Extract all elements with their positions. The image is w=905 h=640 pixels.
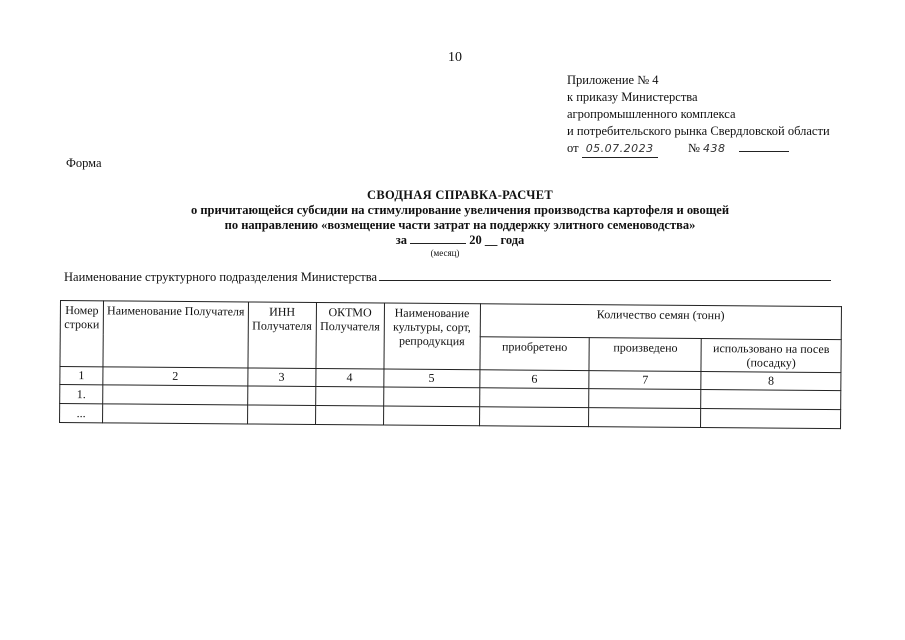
table-cell bbox=[589, 408, 701, 428]
appendix-line-2: к приказу Министерства bbox=[567, 90, 698, 104]
header-row-1 bbox=[60, 301, 841, 340]
appendix-line-1: Приложение № 4 bbox=[567, 73, 659, 87]
title-line-1: СВОДНАЯ СПРАВКА-РАСЧЕТ bbox=[367, 188, 553, 202]
table-cell bbox=[701, 409, 841, 429]
header-inn: ИНН Получателя bbox=[248, 302, 317, 369]
department-blank bbox=[379, 280, 831, 281]
form-label: Форма bbox=[66, 156, 102, 170]
title-line-2: о причитающейся субсидии на стимулирование увеличения производства картофеля и овощей bbox=[190, 203, 730, 217]
period-prefix: за bbox=[395, 233, 407, 247]
table-cell bbox=[315, 406, 383, 426]
number-prefix: № bbox=[687, 141, 700, 155]
row-label: 1. bbox=[60, 385, 103, 404]
column-number: 8 bbox=[701, 372, 841, 391]
department-label: Наименование структурного подразделения Министерства bbox=[64, 270, 378, 284]
header-seeds-group: Количество семян (тонн) bbox=[480, 304, 842, 340]
table-cell bbox=[701, 390, 841, 410]
department-line bbox=[64, 270, 831, 285]
table-cell bbox=[383, 387, 479, 407]
header-acquired: приобретено bbox=[480, 337, 590, 371]
column-number: 6 bbox=[479, 370, 589, 389]
appendix-date-line bbox=[567, 140, 830, 158]
column-number: 7 bbox=[589, 371, 701, 390]
table-cell bbox=[103, 404, 248, 424]
header-produced: произведено bbox=[589, 338, 701, 372]
document-title bbox=[120, 188, 800, 258]
table-cell bbox=[247, 405, 315, 425]
table-cell bbox=[589, 389, 701, 409]
table-cell bbox=[247, 386, 315, 406]
header-crop: Наименование культуры, сорт, репродукция bbox=[384, 303, 480, 370]
row-label: ... bbox=[60, 404, 103, 423]
column-number: 2 bbox=[103, 367, 248, 386]
table-cell bbox=[315, 387, 383, 407]
summary-table bbox=[59, 300, 842, 429]
appendix-block bbox=[567, 72, 830, 158]
header-oktmo: ОКТМО Получателя bbox=[316, 303, 385, 370]
title-period bbox=[120, 233, 800, 258]
table-cell bbox=[383, 406, 479, 426]
month-blank bbox=[410, 243, 466, 244]
column-number: 3 bbox=[248, 368, 316, 387]
column-number: 4 bbox=[316, 369, 384, 388]
header-recipient-name: Наименование Получателя bbox=[103, 301, 248, 368]
header-row-number: Номер строки bbox=[60, 301, 104, 367]
date-field bbox=[582, 140, 658, 158]
appendix-line-4: и потребительского рынка Свердловской области bbox=[567, 124, 830, 138]
table-cell bbox=[479, 407, 589, 427]
header-used: использовано на посев (посадку) bbox=[701, 339, 841, 373]
number-field-line bbox=[739, 151, 789, 152]
page-number: 10 bbox=[448, 50, 462, 65]
handwritten-date: 05.07.2023 bbox=[585, 142, 654, 155]
period-year: 20 __ года bbox=[469, 233, 525, 247]
column-number: 5 bbox=[383, 369, 479, 388]
handwritten-number: 438 bbox=[703, 142, 726, 155]
table-cell bbox=[479, 388, 589, 408]
date-prefix: от bbox=[567, 141, 579, 155]
table-cell bbox=[103, 385, 248, 405]
appendix-line-3: агропромышленного комплекса bbox=[567, 107, 736, 121]
title-line-3: по направлению «возмещение части затрат на поддержку элитного семеноводства» bbox=[224, 218, 696, 232]
column-number: 1 bbox=[60, 367, 103, 385]
month-hint: (месяц) bbox=[430, 248, 460, 258]
